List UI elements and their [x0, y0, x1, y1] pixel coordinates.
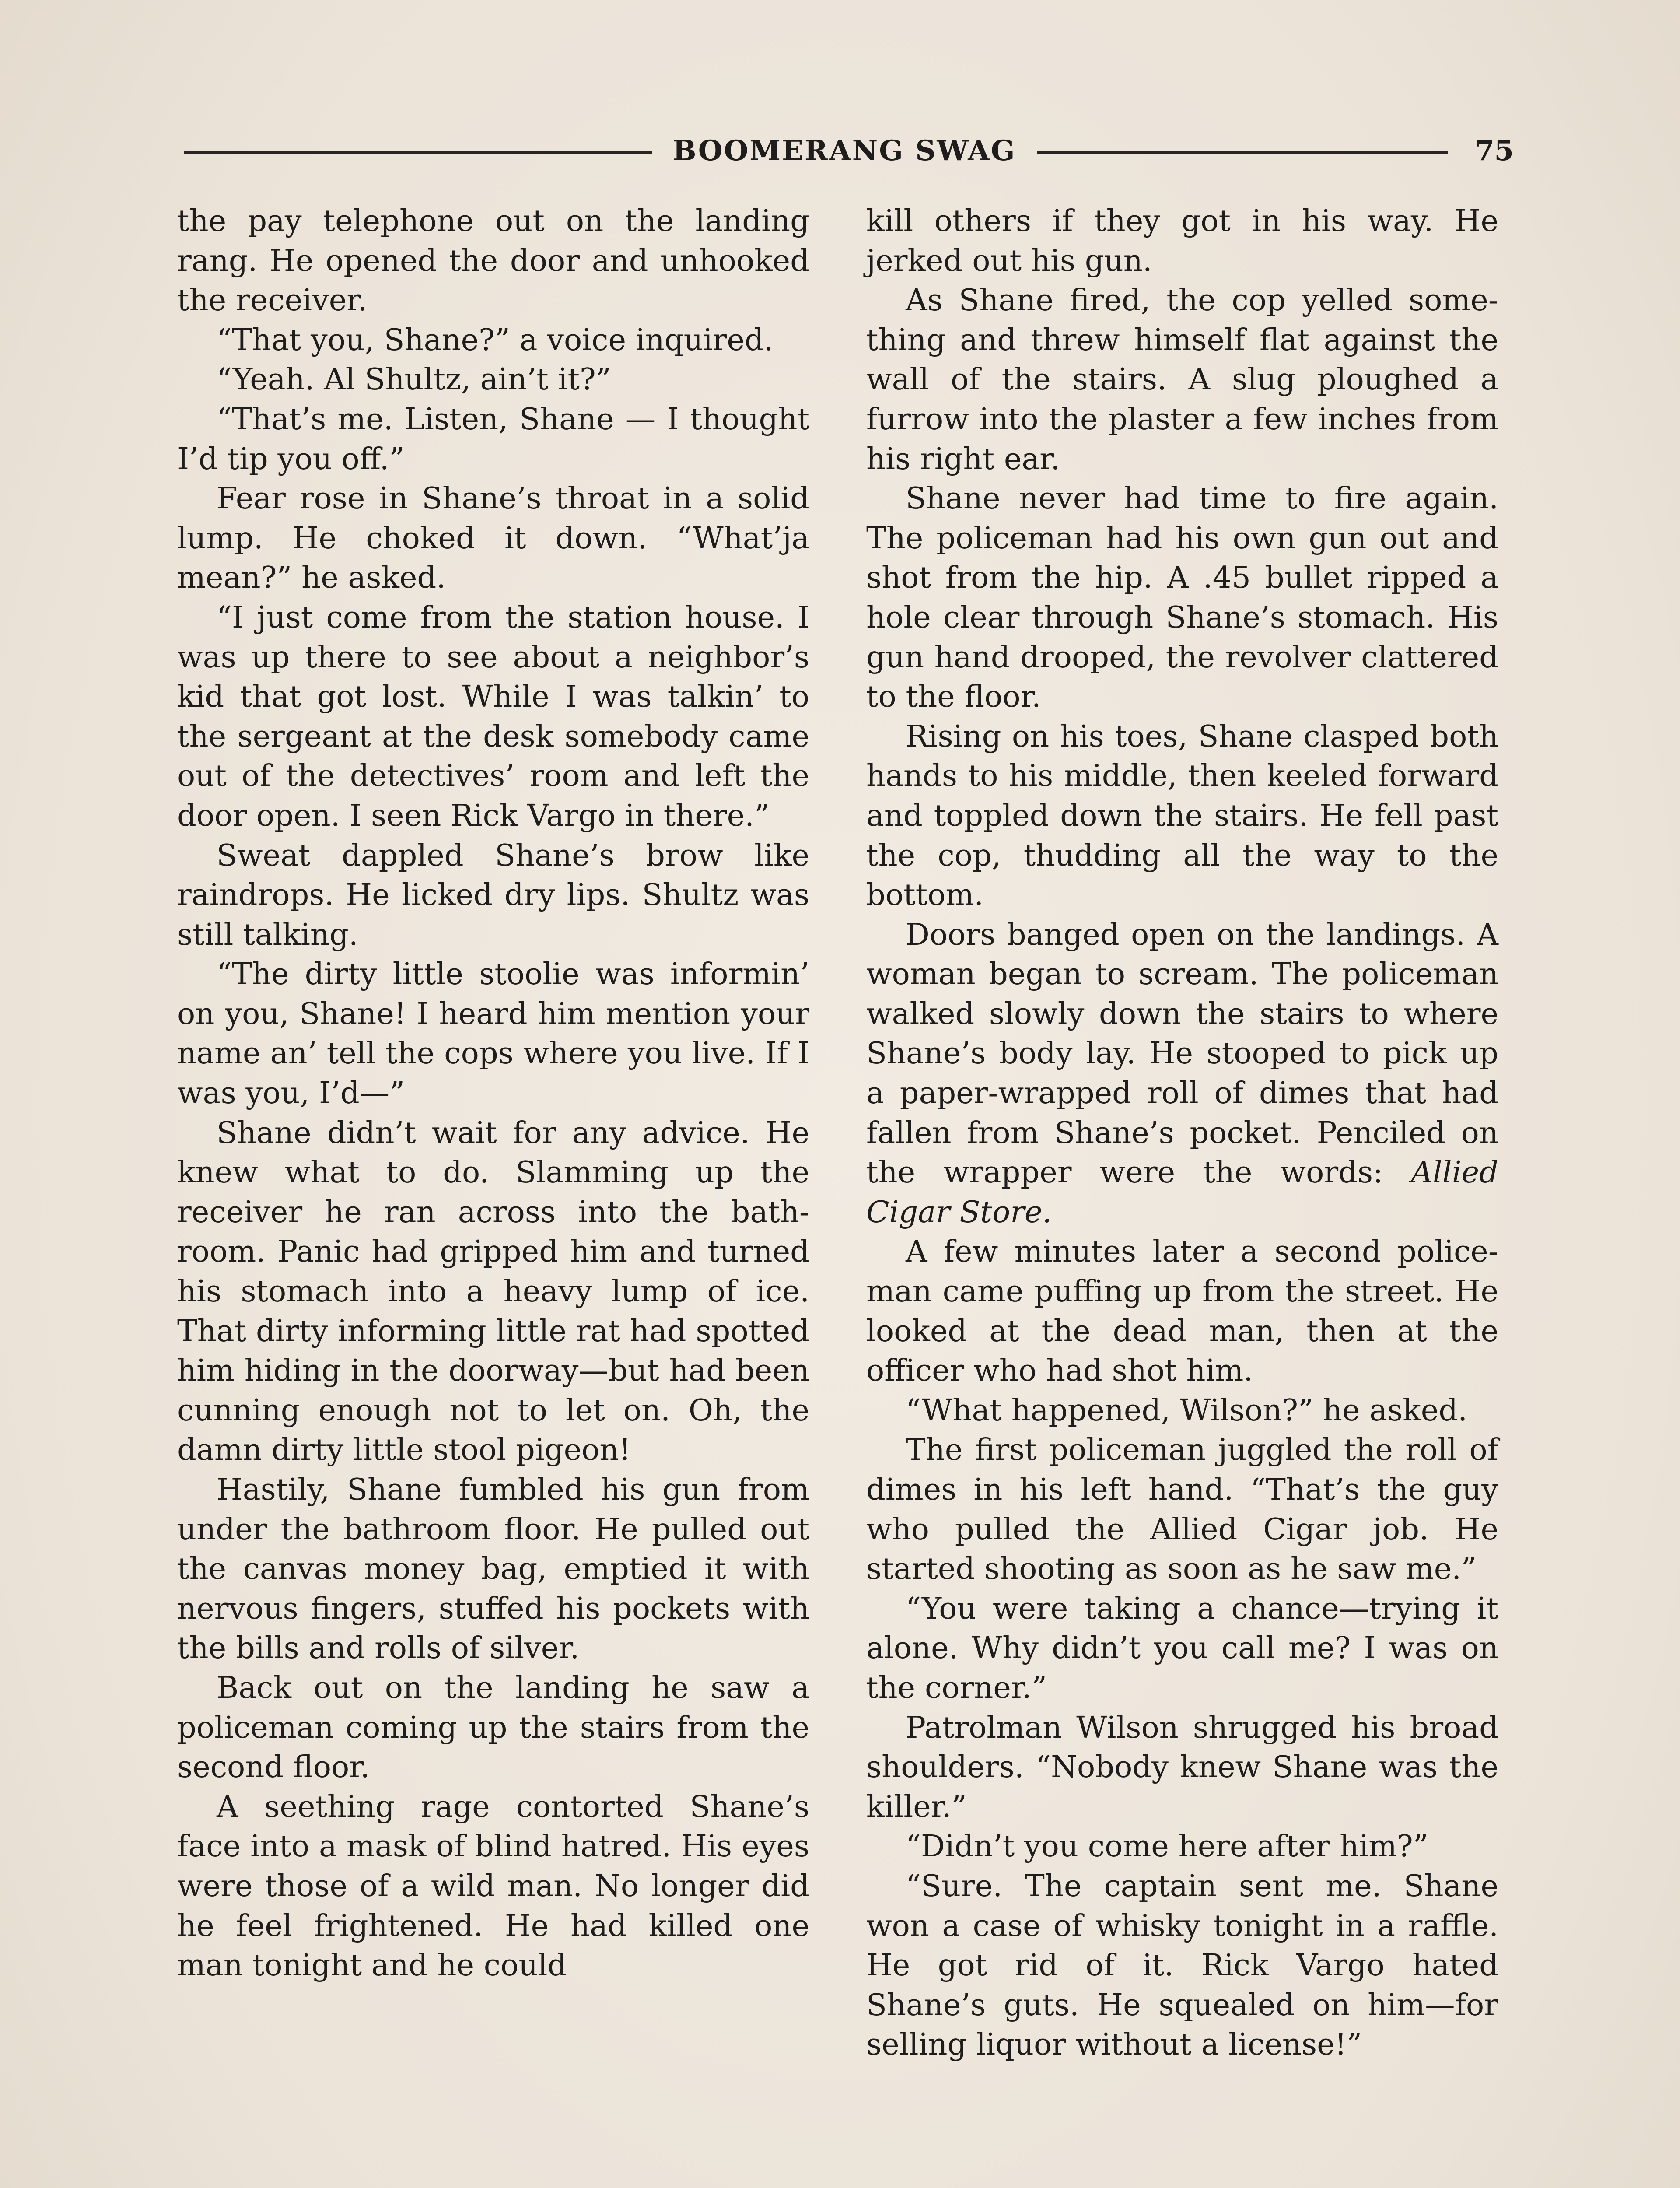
paragraph: “That’s me. Listen, Shane — I thought I’d tip you off.”: [177, 401, 809, 477]
paragraph: Fear rose in Shane’s throat in a solid lump. He choked it down. “What’ja mean?” he asked.: [177, 481, 809, 596]
paragraph: Rising on his toes, Shane clasped both hands to his middle, then keeled forward and toppled down the stairs. He fell past the cop, thudding all the way to the bottom.: [866, 719, 1498, 913]
paragraph: “Sure. The captain sent me. Shane won a case of whisky tonight in a raffle. He got rid of it. Rick Vargo hated Shane’s guts. He squealed on him—for selling liquor without a license!”: [866, 1868, 1498, 2062]
paragraph-text: Doors banged open on the landings. A woman began to scream. The policeman walked slowly down the stairs to where Shane’s body lay. He stooped to pick up a paper-wrapped roll of dimes that had fallen from Shane’s pocket. Penciled on the wrapper were the words:: [866, 917, 1498, 1190]
paragraph: Shane didn’t wait for any advice. He knew what to do. Slamming up the receiver he ran across into the bathroom. Panic had gripped him and turned his stomach into a heavy lump of ice. That dirty informing little rat had spotted him hiding in the doorway—but had been cunning enough not to let on. Oh, the damn dirty little stool pigeon!: [177, 1115, 809, 1468]
paragraph: “That you, Shane?” a voice inquired.: [217, 322, 774, 358]
running-title: BOOMERANG SWAG: [672, 134, 1016, 167]
paragraph: Patrolman Wilson shrugged his broad shoulders. “Nobody knew Shane was the killer.”: [866, 1710, 1498, 1824]
italic-store-name: Allied Cigar Store.: [866, 1155, 1498, 1230]
header-rule-right: [1037, 151, 1448, 154]
paragraph: Back out on the landing he saw a policeman coming up the stairs from the second floor.: [177, 1670, 809, 1785]
text-column-right: [866, 201, 1498, 2065]
paragraph: Sweat dappled Shane’s brow like raindrops. He licked dry lips. Shultz was still talking.: [177, 838, 809, 952]
paragraph: Hastily, Shane fumbled his gun from under the bathroom floor. He pulled out the canvas money bag, emptied it with nervous fingers, stuffed his pockets with the bills and rolls of silver.: [177, 1472, 809, 1666]
paragraph: The first policeman juggled the roll of dimes in his left hand. “That’s the guy who pulled the Allied Cigar job. He started shooting as soon as he saw me.”: [866, 1432, 1498, 1587]
running-header: [184, 131, 1514, 171]
paragraph: As Shane fired, the cop yelled something and threw himself flat against the wall of the stairs. A slug ploughed a furrow into the plaster a few inches from his right ear.: [866, 283, 1498, 477]
paragraph: “What happened, Wilson?” he asked.: [906, 1392, 1467, 1428]
paragraph: “You were taking a chance—trying it alone. Why didn’t you call me? I was on the corner.”: [866, 1591, 1498, 1705]
paragraph: “I just come from the station house. I was up there to see about a neighbor’s kid that got lost. While I was talkin’ to the sergeant at the desk somebody came out of the detectives’ room and left the door open. I seen Rick Vargo in there.”: [177, 600, 809, 833]
paragraph: “Didn’t you come here after him?”: [906, 1829, 1428, 1864]
paragraph: “Yeah. Al Shultz, ain’t it?”: [217, 362, 611, 397]
text-column-left: [177, 201, 809, 1985]
paragraph: A few minutes later a second policeman came puffing up from the street. He looked at the dead man, then at the officer who had shot him.: [866, 1234, 1498, 1389]
paragraph: [866, 915, 1498, 1232]
paragraph: the pay telephone out on the landing rang. He opened the door and unhooked the receiver.: [177, 203, 809, 318]
header-rule-left: [184, 151, 652, 154]
paragraph: “The dirty little stoolie was informin’ on you, Shane! I heard him mention your name an’ tell the cops where you live. If I was you, I’d—”: [177, 957, 809, 1111]
paragraph: A seething rage contorted Shane’s face into a mask of blind hatred. His eyes were those of a wild man. No longer did he feel frightened. He had killed one man tonight and he could: [177, 1789, 809, 1983]
paragraph: kill others if they got in his way. He jerked out his gun.: [866, 203, 1498, 278]
paragraph: Shane never had time to fire again. The policeman had his own gun out and shot from the hip. A .45 bullet ripped a hole clear through Shane’s stomach. His gun hand drooped, the revolver clattered to the floor.: [866, 481, 1498, 715]
page-number: 75: [1474, 134, 1514, 167]
